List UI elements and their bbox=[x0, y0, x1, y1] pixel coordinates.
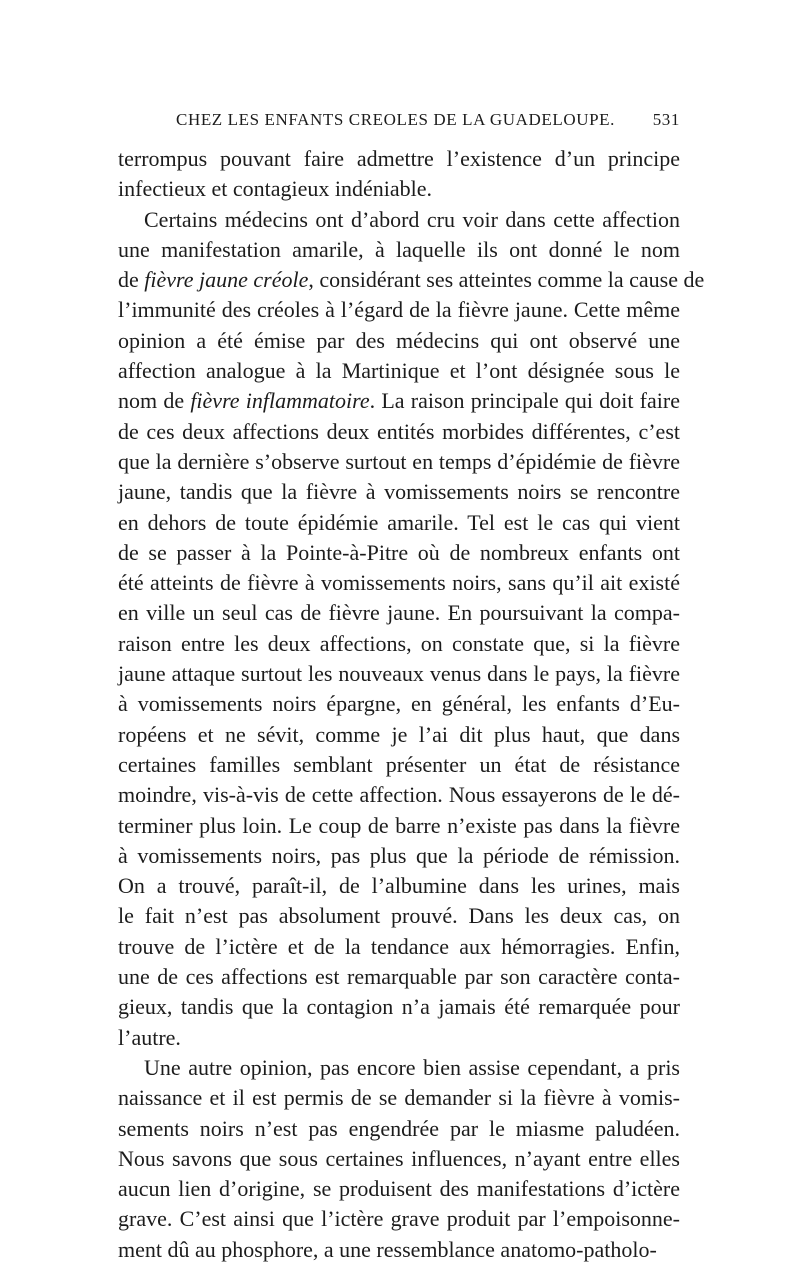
text-line bbox=[118, 508, 680, 538]
text-segment: jaune, tandis que la fièvre à vomissements noirs se rencontre bbox=[118, 479, 680, 505]
text-segment: Une autre opinion, pas encore bien assise cependant, a pris bbox=[144, 1054, 680, 1080]
text-line bbox=[118, 932, 680, 962]
paragraph bbox=[118, 1053, 680, 1265]
text-segment: grave. C’est ainsi que l’ictère grave produit par l’empoisonne- bbox=[118, 1206, 680, 1232]
text-line bbox=[118, 1114, 680, 1144]
text-line bbox=[118, 1174, 680, 1204]
text-line bbox=[118, 477, 680, 507]
text-line bbox=[118, 568, 680, 598]
text-line bbox=[118, 174, 680, 204]
text-line bbox=[118, 1235, 680, 1265]
text-line bbox=[118, 992, 680, 1022]
text-line bbox=[118, 659, 680, 689]
text-segment: l’autre. bbox=[118, 1024, 181, 1050]
text-segment: gieux, tandis que la contagion n’a jamais été remarquée pour bbox=[118, 994, 680, 1020]
text-segment: affection analogue à la Martinique et l’ont désignée sous le bbox=[118, 358, 680, 384]
running-title: CHEZ LES ENFANTS CREOLES DE LA GUADELOUPE. bbox=[176, 110, 616, 129]
paragraph bbox=[118, 144, 680, 205]
text-segment: le fait n’est pas absolument prouvé. Dans les deux cas, on bbox=[118, 903, 680, 929]
text-segment: en ville un seul cas de fièvre jaune. En poursuivant la compa- bbox=[118, 600, 680, 626]
text-segment: naissance et il est permis de se demander si la fièvre à vomis- bbox=[118, 1085, 680, 1111]
text-segment: à vomissements noirs, pas plus que la période de rémission. bbox=[118, 842, 680, 868]
text-segment: opinion a été émise par des médecins qui ont observé une bbox=[118, 327, 680, 353]
text-line bbox=[118, 144, 680, 174]
text-segment: une manifestation amarile, à laquelle ils ont donné le nom bbox=[118, 236, 680, 262]
text-line bbox=[118, 962, 680, 992]
text-segment: aucun lien d’origine, se produisent des manifestations d’ictère bbox=[118, 1176, 680, 1202]
text-segment: On a trouvé, paraît-il, de l’albumine dans les urines, mais bbox=[118, 873, 680, 899]
text-segment: à vomissements noirs épargne, en général, les enfants d’Eu- bbox=[118, 691, 680, 717]
text-segment: que la dernière s’observe surtout en temps d’épidémie de fièvre bbox=[118, 448, 680, 474]
text-line bbox=[118, 295, 680, 325]
text-line bbox=[118, 205, 680, 235]
text-segment: de ces deux affections deux entités morbides différentes, c’est bbox=[118, 418, 680, 444]
text-line bbox=[118, 841, 680, 871]
text-segment: en dehors de toute épidémie amarile. Tel est le cas qui vient bbox=[118, 509, 680, 535]
text-segment: ment dû au phosphore, a une ressemblance anatomo-patholo- bbox=[118, 1236, 657, 1262]
text-segment: terrompus pouvant faire admettre l’existence d’un principe bbox=[118, 146, 680, 171]
text-line bbox=[118, 326, 680, 356]
text-line bbox=[118, 629, 680, 659]
text-line bbox=[118, 598, 680, 628]
text-line bbox=[118, 538, 680, 568]
text-line bbox=[118, 720, 680, 750]
text-line bbox=[118, 386, 680, 416]
running-head bbox=[118, 110, 680, 140]
text-segment: certaines familles semblant présenter un état de résistance bbox=[118, 751, 680, 777]
page-number: 531 bbox=[652, 110, 680, 129]
text-line bbox=[118, 265, 705, 295]
text-segment: , considérant ses atteintes comme la cause de bbox=[308, 267, 705, 293]
text-line bbox=[118, 356, 680, 386]
text-segment: trouve de l’ictère et de la tendance aux hémorragies. Enfin, bbox=[118, 933, 680, 959]
text-line bbox=[118, 417, 680, 447]
text-line bbox=[118, 1053, 680, 1083]
text-segment: . La raison principale qui doit faire bbox=[369, 388, 680, 414]
text-line bbox=[118, 1083, 680, 1113]
text-segment: Nous savons que sous certaines influences, n’ayant entre elles bbox=[118, 1145, 680, 1171]
text-segment: terminer plus loin. Le coup de barre n’existe pas dans la fièvre bbox=[118, 812, 680, 838]
italic-term: fièvre jaune créole bbox=[144, 267, 309, 293]
text-segment: une de ces affections est remarquable par son caractère conta- bbox=[118, 964, 680, 990]
book-page bbox=[118, 110, 705, 1265]
text-segment: Certains médecins ont d’abord cru voir dans cette affection bbox=[144, 206, 680, 232]
text-line bbox=[118, 235, 680, 265]
body-text bbox=[118, 144, 705, 1265]
paragraph bbox=[118, 205, 705, 1053]
text-segment: ropéens et ne sévit, comme je l’ai dit plus haut, que dans bbox=[118, 721, 680, 747]
text-segment: de bbox=[118, 267, 145, 293]
text-segment: sements noirs n’est pas engendrée par le miasme paludéen. bbox=[118, 1115, 680, 1141]
text-segment: moindre, vis-à-vis de cette affection. Nous essayerons de le dé- bbox=[118, 782, 680, 808]
text-line bbox=[118, 901, 680, 931]
text-line bbox=[118, 689, 680, 719]
text-segment: été atteints de fièvre à vomissements noirs, sans qu’il ait existé bbox=[118, 570, 680, 596]
text-segment: infectieux et contagieux indéniable. bbox=[118, 176, 432, 202]
text-line bbox=[118, 447, 680, 477]
text-line bbox=[118, 871, 680, 901]
italic-term: fièvre inflammatoire bbox=[190, 388, 370, 414]
text-line bbox=[118, 811, 680, 841]
text-segment: nom de bbox=[118, 388, 191, 414]
text-segment: jaune attaque surtout les nouveaux venus dans le pays, la fièvre bbox=[118, 661, 680, 687]
text-line bbox=[118, 1144, 680, 1174]
text-line bbox=[118, 1204, 680, 1234]
text-line bbox=[118, 780, 680, 810]
text-segment: raison entre les deux affections, on constate que, si la fièvre bbox=[118, 630, 680, 656]
text-segment: l’immunité des créoles à l’égard de la fièvre jaune. Cette même bbox=[118, 297, 680, 323]
text-segment: de se passer à la Pointe-à-Pitre où de nombreux enfants ont bbox=[118, 539, 680, 565]
text-line bbox=[118, 1023, 680, 1053]
text-line bbox=[118, 750, 680, 780]
